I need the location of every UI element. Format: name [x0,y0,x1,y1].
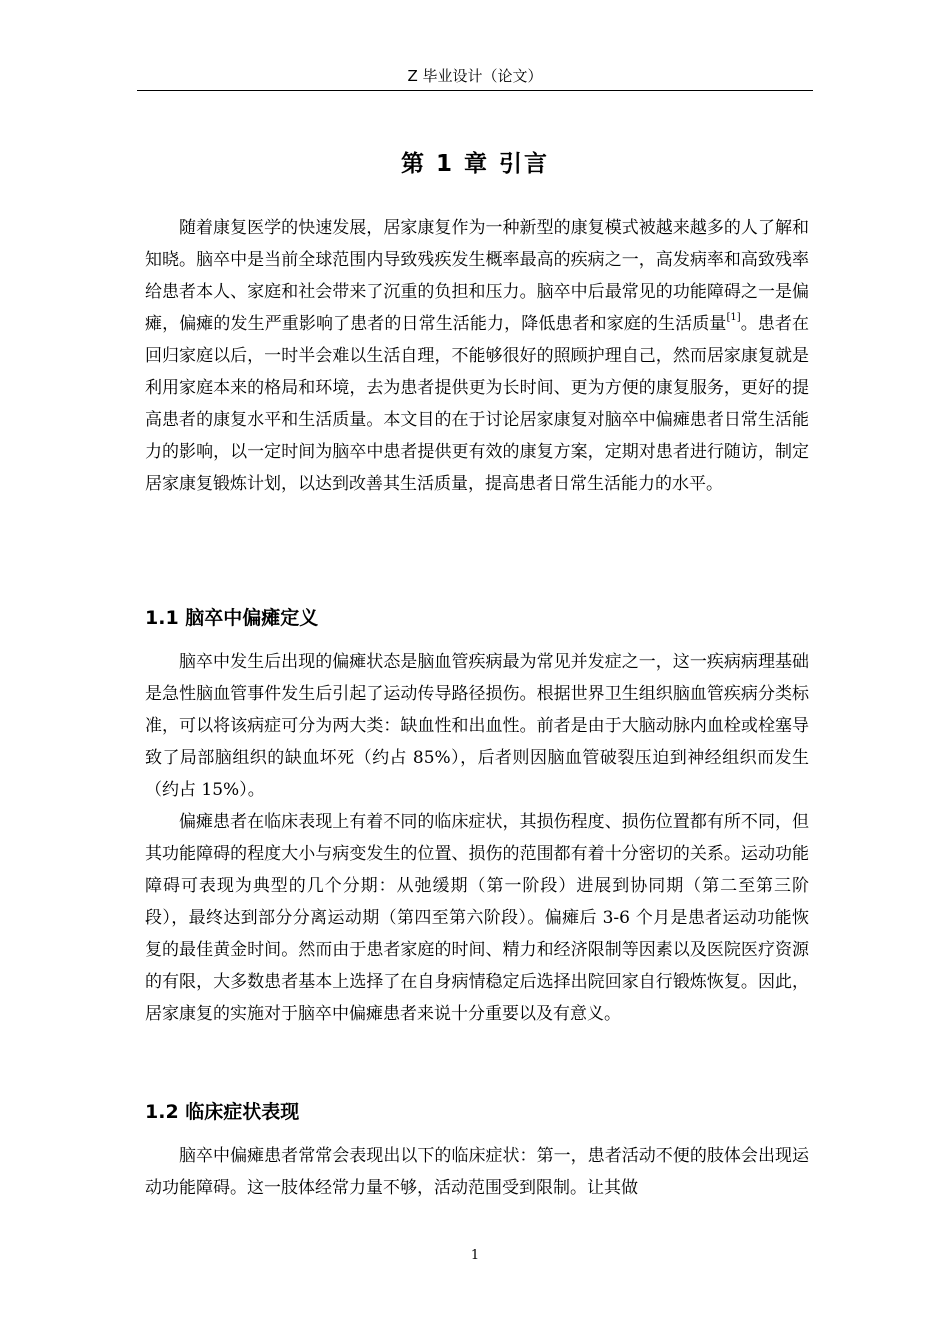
chapter-title: 第 1 章 引言 [400,151,550,177]
header-title: Z 毕业设计（论文） [407,67,543,85]
intro-text-part-1: 随着康复医学的快速发展，居家康复作为一种新型的康复模式被越来越多的人了解和知晓。脑卒中是当前全球范围内导致残疾发生概率最高的疾病之一，高发病率和高致残率给患者本人、家庭和社会带来了沉重的负担和压力。脑卒中后最常见的功能障碍之一是偏瘫，偏瘫的发生严重影响了患者的日常生活能力，降低患者和家庭的生活质量 [145,218,809,334]
section-1-1-paragraph-1: 脑卒中发生后出现的偏瘫状态是脑血管疾病最为常见并发症之一，这一疾病病理基础是急性脑血管事件发生后引起了运动传导路径损伤。根据世界卫生组织脑血管疾病分类标准，可以将该病症可分为两大类：缺血性和出血性。前者是由于大脑动脉内血栓或栓塞导致了局部脑组织的缺血坏死（约占 85%），后者则因脑血管破裂压迫到神经组织而发生（约占 15%）。 [145,652,809,800]
intro-paragraph [145,212,809,500]
section-1-2-paragraph-1: 脑卒中偏瘫患者常常会表现出以下的临床症状：第一，患者活动不便的肢体会出现运动功能障碍。这一肢体经常力量不够，活动范围受到限制。让其做 [145,1146,809,1198]
citation-ref[interactable]: [1] [726,312,741,323]
section-heading-1-1: 1.1 脑卒中偏瘫定义 [145,607,319,629]
intro-text-part-2: 。患者在回归家庭以后，一时半会难以生活自理，不能够很好的照顾护理自己，然而居家康复就是利用家庭本来的格局和环境，去为患者提供更为长时间、更为方便的康复服务，更好的提高患者的康复水平和生活质量。本文目的在于讨论居家康复对脑卒中偏瘫患者日常生活能力的影响，以一定时间为脑卒中患者提供更有效的康复方案，定期对患者进行随访，制定居家康复锻炼计划，以达到改善其生活质量，提高患者日常生活能力的水平。 [145,314,810,494]
page-header [137,66,813,91]
section-heading-1-2: 1.2 临床症状表现 [145,1101,300,1123]
section-1-1-paragraph-2: 偏瘫患者在临床表现上有着不同的临床症状，其损伤程度、损伤位置都有所不同，但其功能障碍的程度大小与病变发生的位置、损伤的范围都有着十分密切的关系。运动功能障碍可表现为典型的几个分期：从弛缓期（第一阶段）进展到协同期（第二至第三阶段），最终达到部分分离运动期（第四至第六阶段）。偏瘫后 3-6 个月是患者运动功能恢复的最佳黄金时间。然而由于患者家庭的时间、精力和经济限制等因素以及医院医疗资源的有限，大多数患者基本上选择了在自身病情稳定后选择出院回家自行锻炼恢复。因此，居家康复的实施对于脑卒中偏瘫患者来说十分重要以及有意义。 [145,812,809,1024]
page-number: 1 [470,1248,480,1263]
